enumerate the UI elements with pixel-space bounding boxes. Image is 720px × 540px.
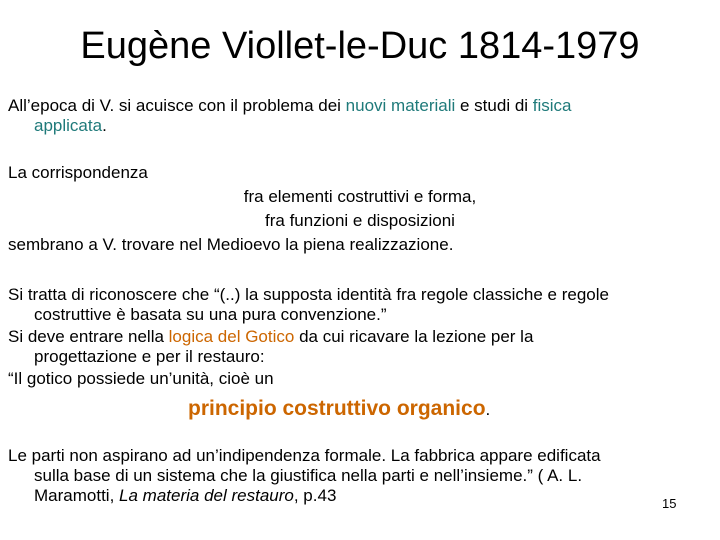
book-title: La materia del restauro	[119, 486, 294, 505]
highlight-nuovi-materiali: nuovi materiali	[345, 96, 456, 115]
paragraph-2-line-4: sembrano a V. trovare nel Medioevo la piena realizzazione.	[8, 235, 454, 254]
highlight-principio-costruttivo-organico: principio costruttivo organico	[188, 397, 486, 420]
paragraph-1-line-2: applicata.	[34, 116, 107, 135]
paragraph-2-line-1: La corrispondenza	[8, 163, 148, 182]
paragraph-4-line-1: Le parti non aspirano ad un’indipendenza formale. La fabbrica appare edificata	[8, 446, 601, 465]
paragraph-3-line-4: progettazione e per il restauro:	[34, 347, 265, 366]
paragraph-3-line-1: Si tratta di riconoscere che “(..) la supposta identità fra regole classiche e regole	[8, 285, 609, 304]
paragraph-3-line-3: Si deve entrare nella logica del Gotico da cui ricavare la lezione per la	[8, 327, 534, 346]
slide-title: Eugène Viollet-le-Duc 1814-1979	[80, 25, 640, 67]
paragraph-4-line-3: Maramotti, La materia del restauro, p.43	[34, 486, 337, 505]
paragraph-2-line-3: fra funzioni e disposizioni	[265, 211, 455, 230]
paragraph-3-line-5: “Il gotico possiede un’unità, cioè un	[8, 369, 274, 388]
paragraph-4-line-2: sulla base di un sistema che la giustifica nella parti e nell’insieme.” ( A. L.	[34, 466, 583, 485]
paragraph-3-line-6: principio costruttivo organico.	[188, 397, 491, 420]
paragraph-2-line-2: fra elementi costruttivi e forma,	[243, 187, 477, 206]
highlight-fisica: fisica	[532, 96, 572, 115]
paragraph-3-line-2: costruttive è basata su una pura convenzione.”	[34, 305, 387, 324]
highlight-applicata: applicata	[34, 116, 103, 135]
highlight-logica-del-gotico: logica del Gotico	[168, 327, 295, 346]
paragraph-1-line-1: All’epoca di V. si acuisce con il problema dei nuovi materiali e studi di fisica	[8, 96, 572, 115]
page-number: 15	[662, 496, 677, 511]
